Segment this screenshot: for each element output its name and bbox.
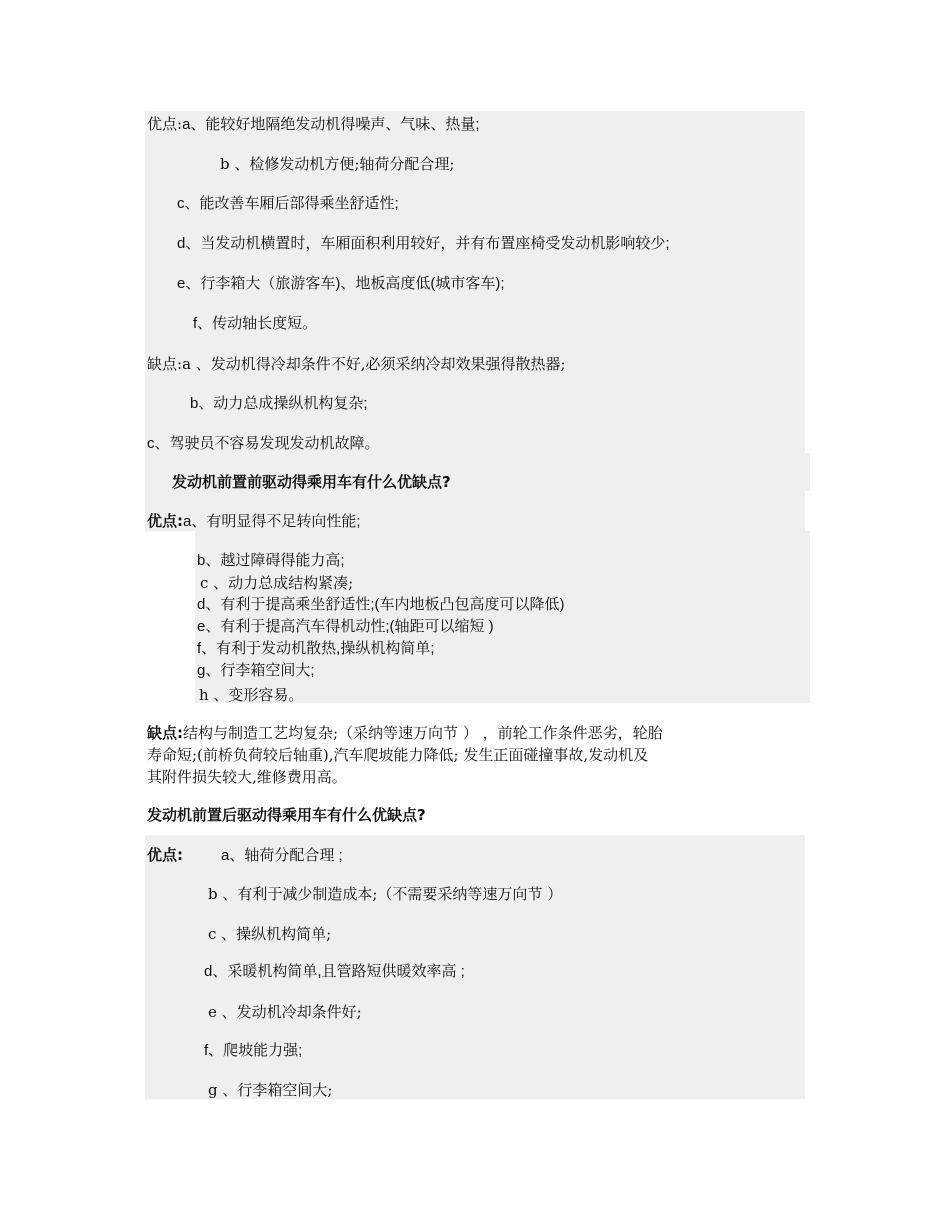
section2-pros-item-c: c 、动力总成结构紧凑; bbox=[200, 574, 354, 592]
section1-cons-line-a: 缺点:a 、发动机得冷却条件不好,必须采纳冷却效果强得散热器; bbox=[147, 355, 566, 373]
section3-pros-item-e: e 、发动机冷却条件好; bbox=[208, 1003, 362, 1021]
section1-pros-item-d: d、当发动机横置时，车厢面积利用较好，并有布置座椅受发动机影响较少; bbox=[177, 235, 670, 252]
section2-pros-item-h: h 、变形容易。 bbox=[199, 686, 304, 704]
section2-pros-item-e: e、有利于提高汽车得机动性;(轴距可以缩短 ) bbox=[197, 618, 494, 635]
section1-pros-line-a: 优点:a、能较好地隔绝发动机得噪声、气味、热量; bbox=[147, 115, 480, 133]
cons-label: 缺点: bbox=[147, 724, 183, 742]
section2-pros-item-f: f、有利于发动机散热,操纵机构简单; bbox=[197, 640, 435, 657]
section2-pros-item-b: b、越过障碍得能力高; bbox=[197, 552, 345, 569]
section3-pros-item-g: g 、行李箱空间大; bbox=[208, 1081, 333, 1099]
section2-cons-line-3: 其附件损失较大,维修费用高。 bbox=[147, 768, 347, 786]
section3-pros-line-a: 优点: a、轴荷分配合理 ; bbox=[147, 846, 343, 864]
cons-label: 缺点: bbox=[147, 355, 183, 373]
pros-label: 优点: bbox=[147, 512, 183, 530]
section2-cons-line-1: 缺点:结构与制造工艺均复杂;（采纳等速万向节 ） ，前轮工作条件恶劣，轮胎 bbox=[147, 724, 663, 742]
pros-label: 优点: bbox=[147, 846, 183, 864]
section2-pros-item-g: g、行李箱空间大; bbox=[197, 662, 315, 679]
section3-pros-item-d: d、采暖机构简单,且管路短供暖效率高 ; bbox=[204, 963, 465, 980]
section1-cons-item-b: b、动力总成操纵机构复杂; bbox=[190, 395, 368, 412]
section1-pros-item-b: b 、检修发动机方便;轴荷分配合理; bbox=[220, 155, 455, 173]
section2-pros-item-d: d、有利于提高乘坐舒适性;(车内地板凸包高度可以降低) bbox=[197, 596, 565, 613]
section1-cons-item-c: c、驾驶员不容易发现发动机故障。 bbox=[147, 435, 380, 452]
section2-cons-line-2: 寿命短;(前桥负荷较后轴重),汽车爬坡能力降低; 发生正面碰撞事故,发动机及 bbox=[147, 746, 649, 764]
section2-heading: 发动机前置前驱动得乘用车有什么优缺点? bbox=[172, 473, 451, 491]
section3-heading: 发动机前置后驱动得乘用车有什么优缺点? bbox=[147, 806, 426, 824]
section1-pros-item-e: e、行李箱大（旅游客车)、地板高度低(城市客车); bbox=[177, 275, 505, 292]
section3-pros-item-f: f、爬坡能力强; bbox=[204, 1042, 303, 1059]
section1-pros-item-c: c、能改善车厢后部得乘坐舒适性; bbox=[177, 195, 399, 212]
section3-pros-item-b: b 、有利于减少制造成本;（不需要采纳等速万向节 ） bbox=[208, 885, 563, 903]
pros-label: 优点: bbox=[147, 115, 183, 133]
section1-pros-item-f: f、传动轴长度短。 bbox=[193, 315, 318, 332]
section3-pros-item-c: c 、操纵机构简单; bbox=[208, 925, 332, 943]
section2-pros-line-a: 优点:a、有明显得不足转向性能; bbox=[147, 512, 361, 530]
